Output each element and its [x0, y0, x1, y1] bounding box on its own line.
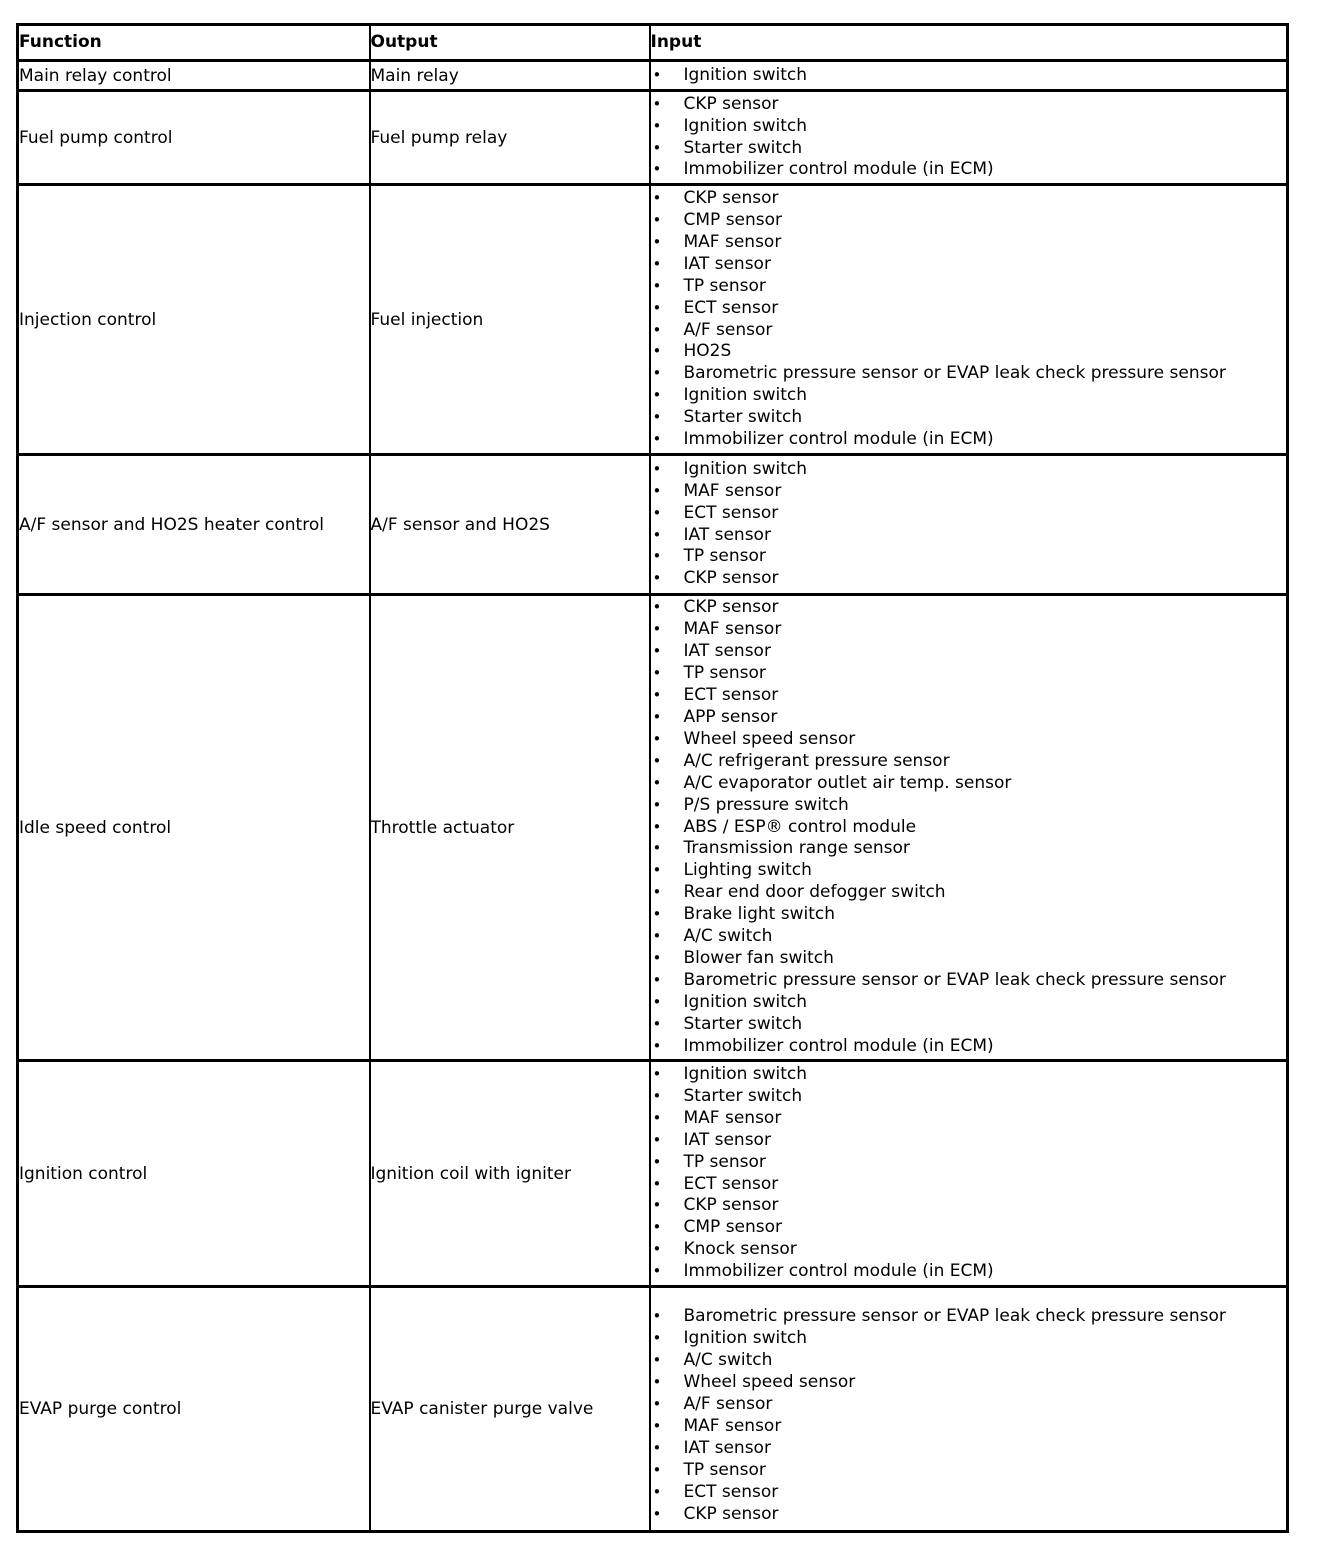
- function-cell: Fuel pump control: [18, 91, 370, 185]
- input-list: [651, 459, 1287, 590]
- input-list: [651, 188, 1287, 451]
- function-cell: Main relay control: [18, 61, 370, 91]
- header-row: [18, 25, 1288, 61]
- list-item: • CMP sensor: [651, 210, 1287, 232]
- output-cell: Fuel injection: [370, 185, 650, 455]
- list-item: • IAT sensor: [651, 254, 1287, 276]
- list-item: • P/S pressure switch: [651, 795, 1287, 817]
- input-cell: [650, 1061, 1288, 1287]
- list-item: • Brake light switch: [651, 904, 1287, 926]
- list-item: • TP sensor: [651, 1152, 1287, 1174]
- list-item: • CKP sensor: [651, 188, 1287, 210]
- list-item: • TP sensor: [651, 1460, 1287, 1482]
- input-list: [651, 597, 1287, 1057]
- list-item: • ECT sensor: [651, 503, 1287, 525]
- table-row: [18, 91, 1288, 185]
- list-item: • A/C evaporator outlet air temp. sensor: [651, 773, 1287, 795]
- list-item: • CKP sensor: [651, 94, 1287, 116]
- input-cell: [650, 91, 1288, 185]
- list-item: • Immobilizer control module (in ECM): [651, 429, 1287, 451]
- list-item: • Ignition switch: [651, 1328, 1287, 1350]
- input-cell: [650, 185, 1288, 455]
- list-item: • CKP sensor: [651, 568, 1287, 590]
- list-item: • Knock sensor: [651, 1239, 1287, 1261]
- table-row: [18, 455, 1288, 595]
- list-item: • Ignition switch: [651, 992, 1287, 1014]
- output-cell: Ignition coil with igniter: [370, 1061, 650, 1287]
- list-item: • CKP sensor: [651, 1195, 1287, 1217]
- list-item: • MAF sensor: [651, 1108, 1287, 1130]
- list-item: • CMP sensor: [651, 1217, 1287, 1239]
- list-item: • Starter switch: [651, 407, 1287, 429]
- list-item: • ECT sensor: [651, 1174, 1287, 1196]
- table-row: [18, 595, 1288, 1061]
- list-item: • TP sensor: [651, 663, 1287, 685]
- list-item: • Starter switch: [651, 1014, 1287, 1036]
- list-item: • Barometric pressure sensor or EVAP leak check pressure sensor: [651, 1306, 1287, 1328]
- list-item: • TP sensor: [651, 276, 1287, 298]
- list-item: • Lighting switch: [651, 860, 1287, 882]
- list-item: • Blower fan switch: [651, 948, 1287, 970]
- list-item: • Immobilizer control module (in ECM): [651, 1036, 1287, 1058]
- function-cell: EVAP purge control: [18, 1287, 370, 1532]
- list-item: • IAT sensor: [651, 1130, 1287, 1152]
- input-list: [651, 1306, 1287, 1525]
- list-item: • Starter switch: [651, 138, 1287, 160]
- list-item: • CKP sensor: [651, 1504, 1287, 1526]
- list-item: • MAF sensor: [651, 619, 1287, 641]
- list-item: • Barometric pressure sensor or EVAP leak check pressure sensor: [651, 970, 1287, 992]
- list-item: • MAF sensor: [651, 1416, 1287, 1438]
- list-item: • A/F sensor: [651, 1394, 1287, 1416]
- output-cell: Fuel pump relay: [370, 91, 650, 185]
- list-item: • A/C switch: [651, 926, 1287, 948]
- input-cell: [650, 1287, 1288, 1532]
- list-item: • IAT sensor: [651, 1438, 1287, 1460]
- list-item: • Wheel speed sensor: [651, 729, 1287, 751]
- list-item: • Ignition switch: [651, 385, 1287, 407]
- list-item: • MAF sensor: [651, 232, 1287, 254]
- list-item: • Transmission range sensor: [651, 838, 1287, 860]
- function-cell: Injection control: [18, 185, 370, 455]
- input-list: [651, 65, 1287, 87]
- list-item: • Ignition switch: [651, 116, 1287, 138]
- output-cell: Main relay: [370, 61, 650, 91]
- table-row: [18, 1287, 1288, 1532]
- table-row: [18, 185, 1288, 455]
- output-cell: A/F sensor and HO2S: [370, 455, 650, 595]
- input-list: [651, 1064, 1287, 1283]
- list-item: • CKP sensor: [651, 597, 1287, 619]
- input-list: [651, 94, 1287, 182]
- list-item: • Ignition switch: [651, 65, 1287, 87]
- list-item: • APP sensor: [651, 707, 1287, 729]
- list-item: • MAF sensor: [651, 481, 1287, 503]
- input-cell: [650, 595, 1288, 1061]
- table-row: [18, 1061, 1288, 1287]
- list-item: • Ignition switch: [651, 1064, 1287, 1086]
- function-cell: Idle speed control: [18, 595, 370, 1061]
- header-input: Input: [650, 25, 1288, 61]
- ecm-function-table: [16, 23, 1289, 1533]
- list-item: • TP sensor: [651, 546, 1287, 568]
- header-function: Function: [18, 25, 370, 61]
- list-item: • IAT sensor: [651, 641, 1287, 663]
- list-item: • HO2S: [651, 341, 1287, 363]
- input-cell: [650, 61, 1288, 91]
- list-item: • Immobilizer control module (in ECM): [651, 1261, 1287, 1283]
- list-item: • A/C refrigerant pressure sensor: [651, 751, 1287, 773]
- list-item: • ABS / ESP® control module: [651, 817, 1287, 839]
- output-cell: Throttle actuator: [370, 595, 650, 1061]
- list-item: • Starter switch: [651, 1086, 1287, 1108]
- list-item: • A/C switch: [651, 1350, 1287, 1372]
- input-cell: [650, 455, 1288, 595]
- output-cell: EVAP canister purge valve: [370, 1287, 650, 1532]
- function-cell: A/F sensor and HO2S heater control: [18, 455, 370, 595]
- list-item: • ECT sensor: [651, 298, 1287, 320]
- list-item: • IAT sensor: [651, 525, 1287, 547]
- list-item: • Ignition switch: [651, 459, 1287, 481]
- list-item: • Wheel speed sensor: [651, 1372, 1287, 1394]
- list-item: • ECT sensor: [651, 685, 1287, 707]
- header-output: Output: [370, 25, 650, 61]
- function-cell: Ignition control: [18, 1061, 370, 1287]
- list-item: • Rear end door defogger switch: [651, 882, 1287, 904]
- list-item: • Immobilizer control module (in ECM): [651, 159, 1287, 181]
- list-item: • A/F sensor: [651, 320, 1287, 342]
- list-item: • Barometric pressure sensor or EVAP leak check pressure sensor: [651, 363, 1287, 385]
- table-row: [18, 61, 1288, 91]
- list-item: • ECT sensor: [651, 1482, 1287, 1504]
